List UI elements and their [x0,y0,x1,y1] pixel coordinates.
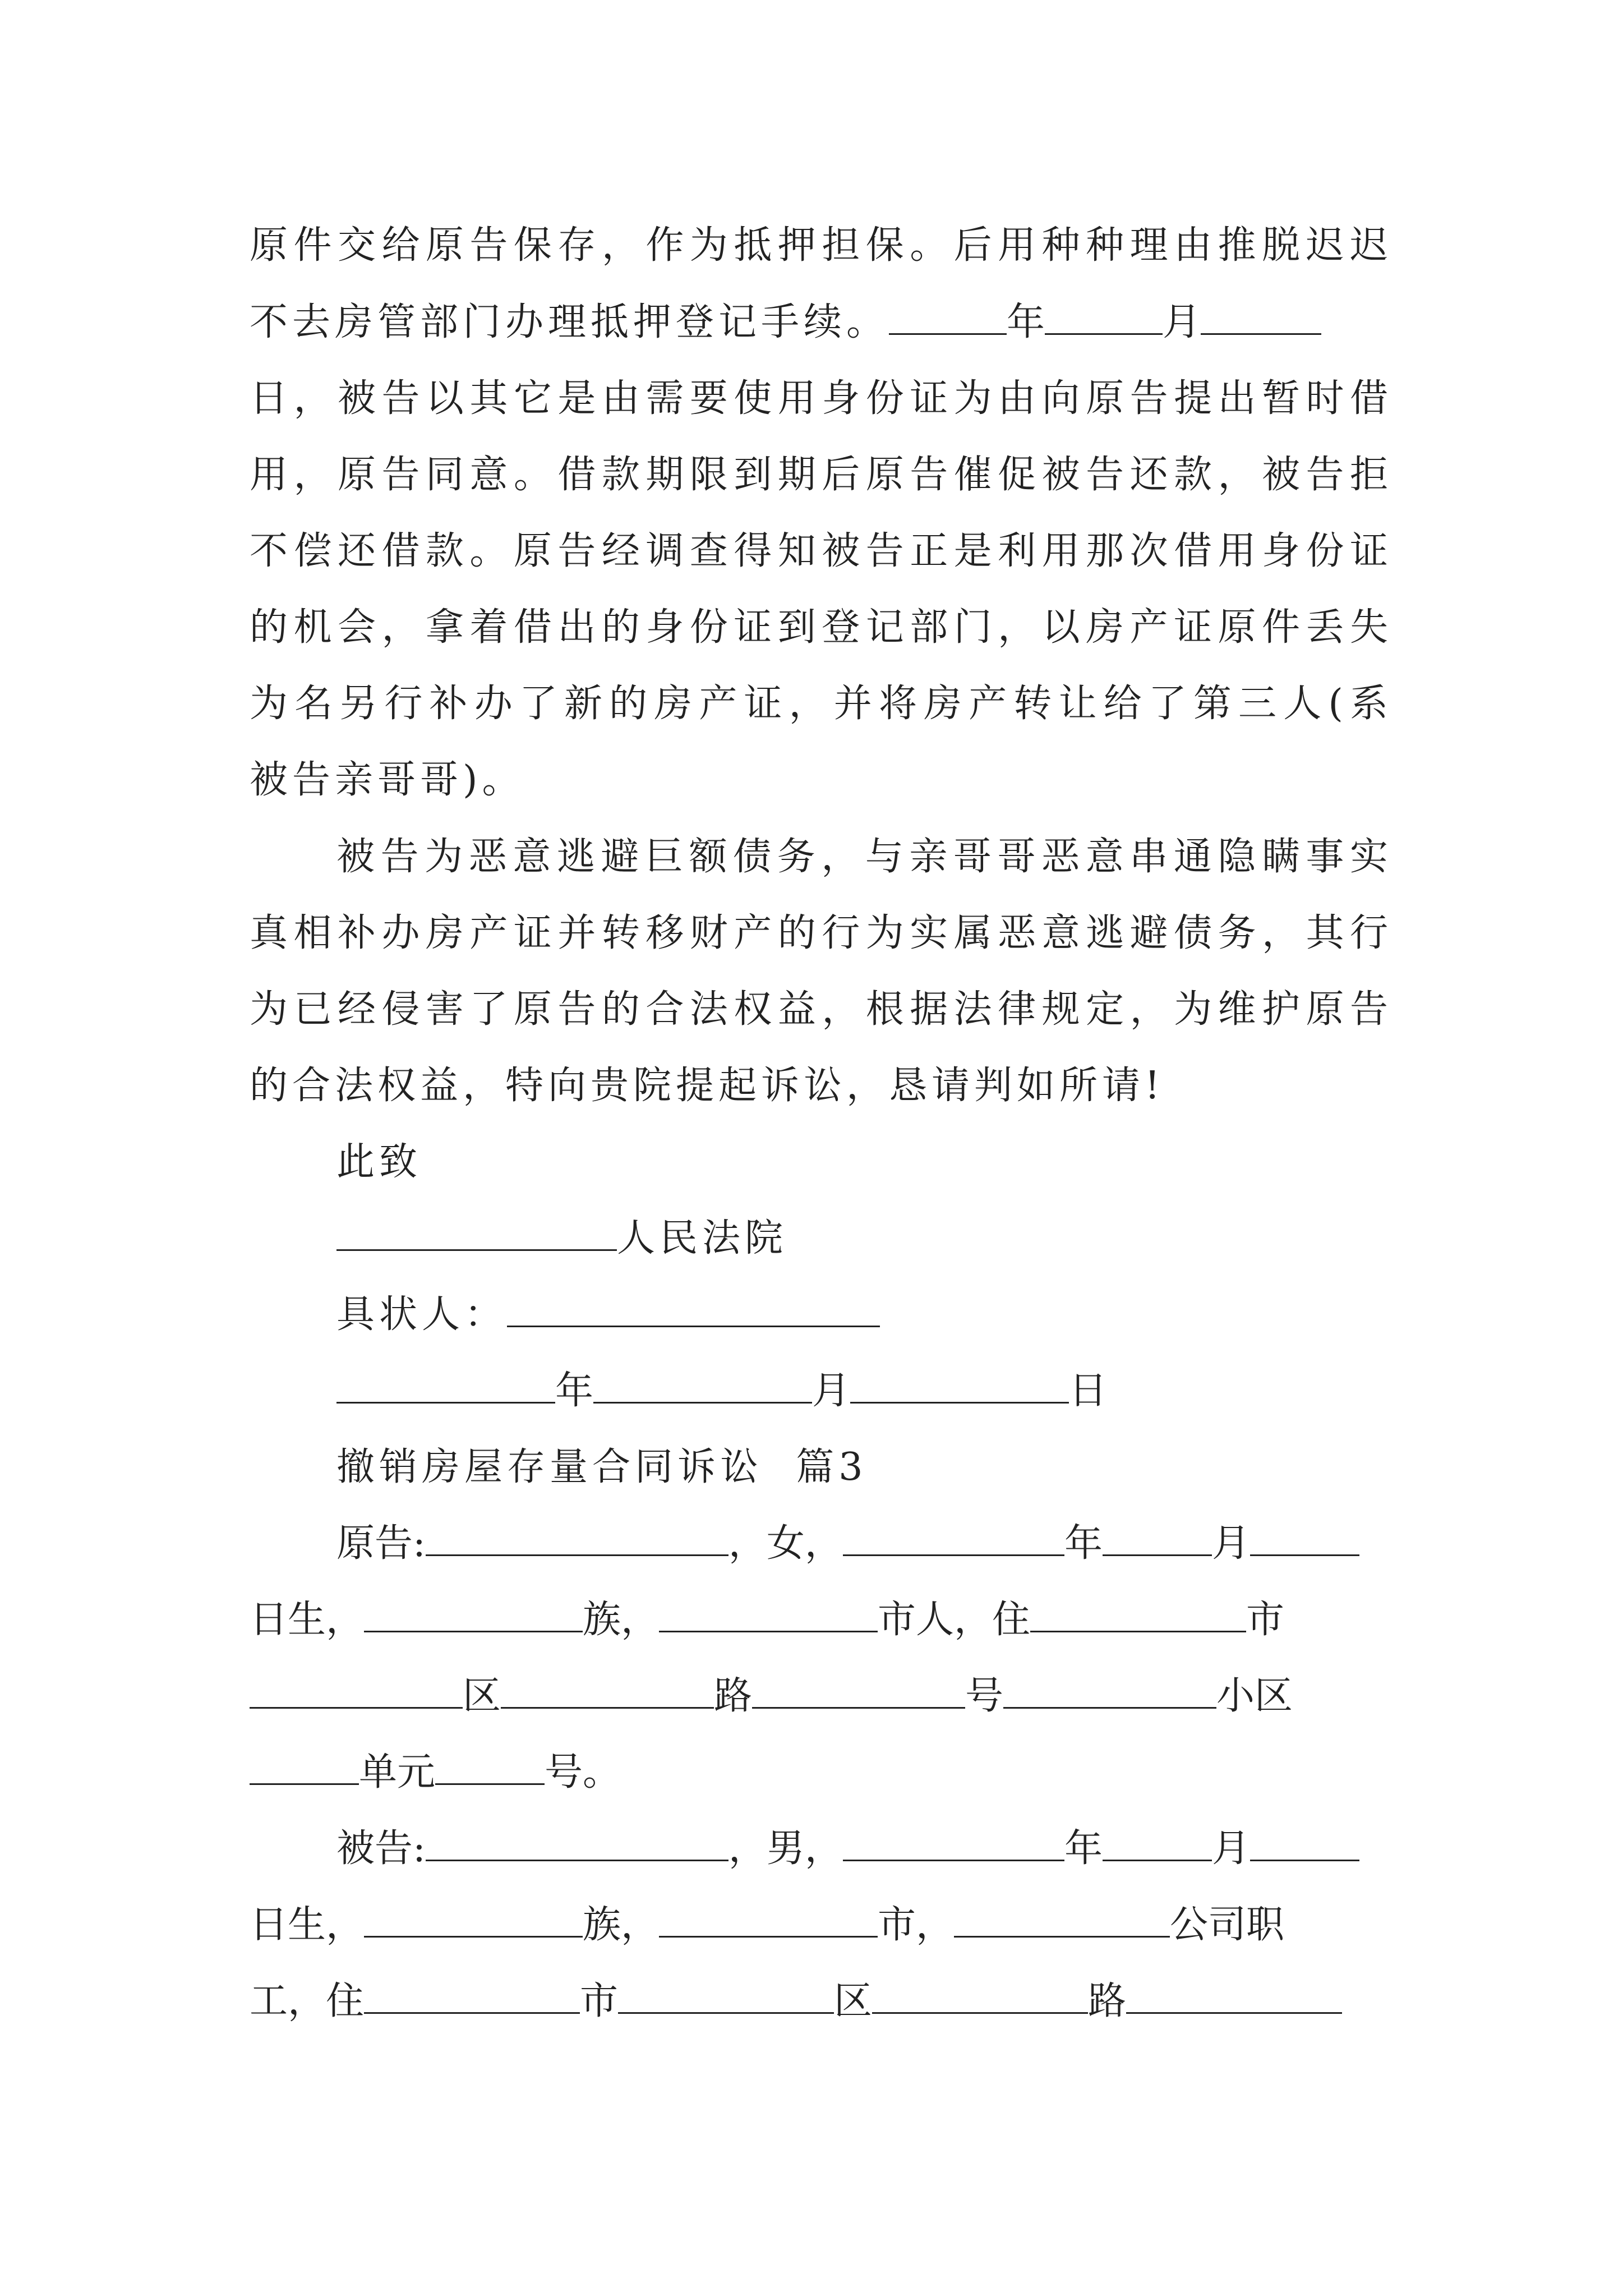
text-segment: 号。 [545,1750,621,1795]
blank-line [843,1825,1064,1861]
blank-line [1045,298,1163,335]
blank-line [872,1977,1088,2014]
plaintiff-line [336,1516,1388,1572]
text-segment: 市人，住 [878,1598,1031,1642]
blank-line [1126,1977,1342,2014]
text-line [250,295,1388,351]
blank-line [507,1291,880,1327]
blank-line [593,1367,812,1404]
text-segment: 小区 [1216,1674,1293,1718]
year-label: 年 [555,1369,594,1413]
text-segment: 区 [834,1979,873,2023]
blank-line [250,1749,359,1785]
text-line: 为名另行补办了新的房产证，并将房产转让给了第三人(系 [250,682,1388,726]
month-label: 月 [1211,1521,1250,1566]
blank-line [1250,1520,1359,1556]
blank-line [426,1825,728,1861]
text-line: 的机会，拿着借出的身份证到登记部门，以房产证原件丢失 [250,605,1388,650]
text-line: 真相补办房产证并转移财产的行为实属恶意逃避债务，其行 [250,911,1388,955]
section-title: 撤销房屋存量合同诉讼 篇3 [336,1445,868,1489]
date-line [336,1363,1388,1419]
blank-line [843,1520,1064,1556]
text-line: 不偿还借款。原告经调查得知被告正是利用那次借用身份证 [250,529,1388,573]
text-segment: 区 [463,1674,501,1718]
blank-line [618,1977,834,2014]
blank-line [1103,1520,1212,1556]
salutation: 此致 [336,1140,422,1184]
text-segment: 路 [714,1674,753,1718]
blank-line [364,1901,583,1938]
blank-line [336,1214,617,1251]
blank-line [435,1749,545,1785]
year-label: 年 [1007,300,1045,344]
text-segment: 族， [583,1598,660,1642]
blank-line [1030,1596,1246,1632]
blank-line [954,1901,1170,1938]
text-line: 被告为恶意逃避巨额债务，与亲哥哥恶意串通隐瞒事实 [336,835,1388,879]
blank-line [1003,1672,1216,1709]
blank-line [250,1672,463,1709]
text-line: 被告亲哥哥)。 [250,758,525,802]
plaintiff-line [250,1745,1388,1801]
defendant-label: 被告: [336,1826,426,1871]
month-label: 月 [1211,1826,1250,1871]
text-segment: 不去房管部门办理抵押登记手续。 [250,300,889,344]
blank-line [364,1596,583,1632]
text-segment: 市 [1246,1598,1285,1642]
blank-line [501,1672,714,1709]
text-line: 日，被告以其它是由需要使用身份证为由向原告提出暂时借 [250,376,1388,421]
month-label: 月 [1163,300,1201,344]
text-line: 为已经侵害了原告的合法权益，根据法律规定，为维护原告 [250,987,1388,1032]
plaintiff-line [250,1592,1388,1648]
blank-line [889,298,1007,335]
defendant-line [250,1973,1388,2030]
defendant-line [336,1821,1388,1877]
text-segment: 日生， [250,1903,365,1947]
year-label: 年 [1064,1826,1103,1871]
blank-line [1201,298,1321,335]
blank-line [850,1367,1069,1404]
day-label: 日 [1069,1369,1108,1413]
year-label: 年 [1064,1521,1103,1566]
signer-line [336,1287,1388,1343]
blank-line [1103,1825,1212,1861]
text-segment: 日生， [250,1598,365,1642]
month-label: 月 [812,1369,851,1413]
text-segment: 市 [580,1979,619,2023]
defendant-line [250,1897,1388,1953]
text-line: 用，原告同意。借款期限到期后原告催促被告还款，被告拒 [250,453,1388,497]
blank-line [364,1977,580,2014]
blank-line [1250,1825,1359,1861]
text-line: 原件交给原告保存，作为抵押担保。后用种种理由推脱迟迟 [250,223,1388,268]
text-segment: 族， [583,1903,660,1947]
signer-label: 具状人： [336,1292,508,1337]
plaintiff-label: 原告: [336,1521,426,1566]
text-segment: 市， [878,1903,955,1947]
plaintiff-line [250,1668,1388,1724]
blank-line [659,1596,878,1632]
text-segment: 单元 [359,1750,436,1795]
blank-line [336,1367,555,1404]
blank-line [752,1672,965,1709]
text-segment: 工，住 [250,1979,365,2023]
text-segment: 公司职 [1170,1903,1285,1947]
text-segment: 路 [1088,1979,1127,2023]
text-segment: ，男， [728,1826,843,1871]
text-segment: ，女， [728,1521,843,1566]
text-segment: 号 [965,1674,1004,1718]
blank-line [659,1901,878,1938]
court-label: 人民法院 [617,1216,788,1260]
court-line [336,1211,1388,1267]
blank-line [426,1520,728,1556]
text-line: 的合法权益，特向贵院提起诉讼，恳请判如所请! [250,1064,1165,1108]
